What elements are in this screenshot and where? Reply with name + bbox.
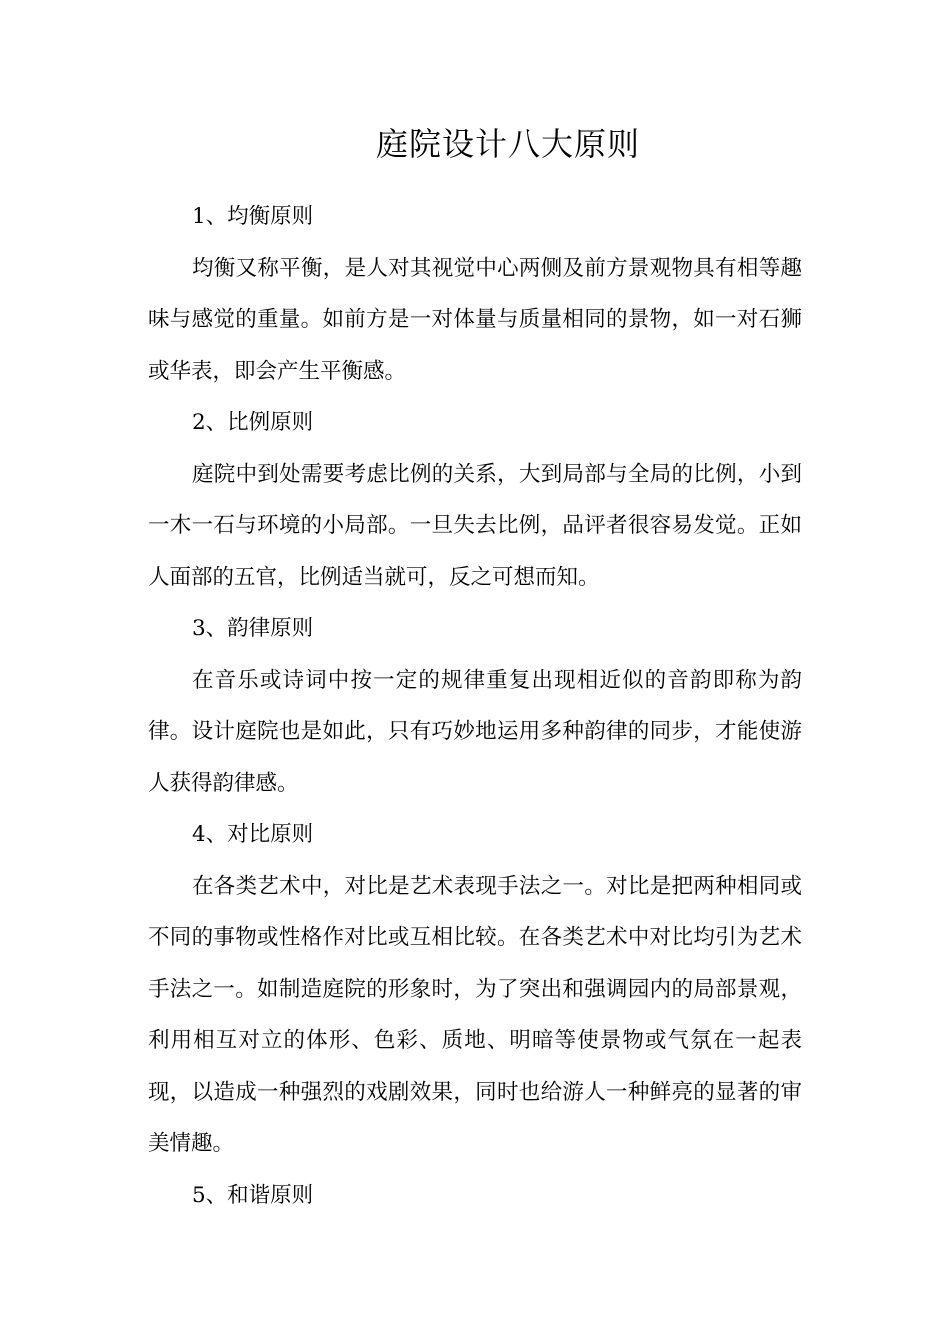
section-heading-3: 3、韵律原则 [192,616,314,641]
section-body-4: 在各类艺术中，对比是艺术表现手法之一。对比是把两种相同或不同的事物或性格作对比或互相比较。在各类艺术中对比均引为艺术手法之一。如制造庭院的形象时，为了突出和强调园内的局部景观，利用相互对立的体形、色彩、质地、明暗等使景物或气氛在一起表现，以造成一种强烈的戏剧效果，同时也给游人一种鲜亮的显著的审美情趣。 [148,873,802,1156]
section-heading-5: 5、和谐原则 [192,1182,314,1208]
section-heading-2: 2、比例原则 [192,410,314,435]
section-heading-4: 4、对比原则 [192,822,314,847]
section-body-1: 均衡又称平衡，是人对其视觉中心两侧及前方景观物具有相等趣味与感觉的重量。如前方是一对体量与质量相同的景物，如一对石狮或华表，即会产生平衡感。 [148,255,802,384]
document-title: 庭院设计八大原则 [375,125,640,163]
section-body-2: 庭院中到处需要考虑比例的关系，大到局部与全局的比例，小到一木一石与环境的小局部。一旦失去比例，品评者很容易发觉。正如人面部的五官，比例适当就可，反之可想而知。 [148,461,802,590]
document-body [148,191,802,1221]
section-heading-1: 1、均衡原则 [192,204,314,229]
section-body-3: 在音乐或诗词中按一定的规律重复出现相近似的音韵即称为韵律。设计庭院也是如此，只有巧妙地运用多种韵律的同步，才能使游人获得韵律感。 [148,667,802,796]
